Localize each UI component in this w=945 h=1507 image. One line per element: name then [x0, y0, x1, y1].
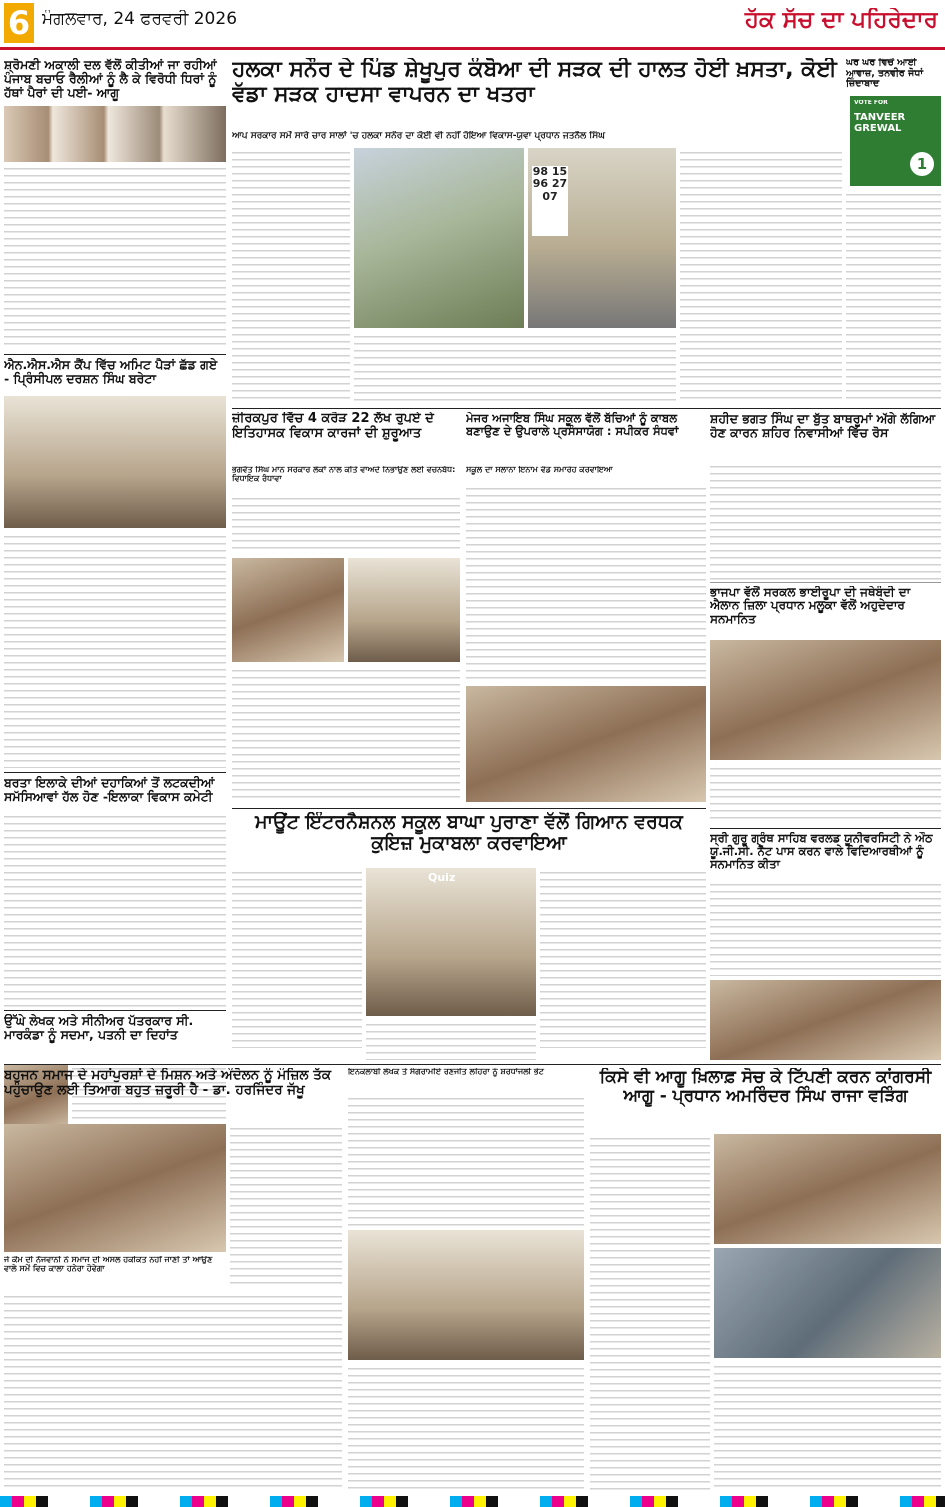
- tanveer-ad: [850, 96, 941, 186]
- zirakpur-kicker: ਭਗਵੰਤ ਸਿੰਘ ਮਾਨ ਸਰਕਾਰ ਲੋਕਾਂ ਨਾਲ ਕੀਤੇ ਵਾਅਦੇ ਨਿਭਾਉਣ ਲਈ ਵਚਨਬੱਧ: ਵਿਧਾਇਕ ਰੰਧਾਵਾ: [232, 466, 456, 483]
- quiz-photo: [366, 868, 536, 1016]
- congress-photo-2: [714, 1248, 941, 1358]
- inauguration-photo-1: [232, 558, 344, 662]
- bahujan-photo: [4, 1124, 226, 1252]
- divider: [710, 582, 941, 583]
- page-number: 6: [7, 4, 31, 42]
- mount-body-3: [366, 1020, 536, 1060]
- ad-ballot-number: 1: [910, 152, 934, 176]
- raja-body-cont: [714, 1362, 941, 1492]
- divider: [232, 408, 941, 409]
- ranjit-headline: ਇਨਕਲਾਬੀ ਲੇਖਕ ਤੇ ਸੰਗਰਾਮੀਏ ਰਣਜੀਤ ਲਹਿਰਾ ਨੂੰ ਸ਼ਰਧਾਂਜਲੀ ਭੇਟ: [348, 1068, 544, 1076]
- zirakpur-body-cont: [232, 666, 460, 802]
- sanour-body-right: [680, 148, 842, 404]
- bhaipur-headline: ਭਾਜਪਾ ਵੱਲੋਂ ਸਰਕਲ ਭਾਈਰੂਪਾ ਦੀ ਜਥੇਬੰਦੀ ਦਾ ਐਲਾਨ ਜ਼ਿਲਾ ਪ੍ਰਧਾਨ ਮਲੂਕਾ ਵੱਲੋਂ ਅਹੁਦੇਦਾਰ ਸਨਮਾਨਿਤ: [710, 586, 911, 626]
- markanda-headline: ਉੱਘੇ ਲੇਖਕ ਅਤੇ ਸੀਨੀਅਰ ਪੱਤਰਕਾਰ ਸੀ. ਮਾਰਕੰਡਾ ਨੂੰ ਸਦਮਾ, ਪਤਨੀ ਦਾ ਦਿਹਾਂਤ: [4, 1014, 194, 1042]
- shaheed-headline: ਸ਼ਹੀਦ ਭਗਤ ਸਿੰਘ ਦਾ ਬੁੱਤ ਬਾਥਰੂਮਾਂ ਅੱਗੇ ਲੱਗਿਆ ਹੋਣ ਕਾਰਨ ਸ਼ਹਿਰ ਨਿਵਾਸੀਆਂ ਵਿੱਚ ਰੋਸ: [710, 412, 936, 440]
- quiz-board-text: Quiz: [428, 872, 456, 884]
- bartan-headline: ਬਰਤਾ ਇਲਾਕੇ ਦੀਆਂ ਦਹਾਕਿਆਂ ਤੋਂ ਲਟਕਦੀਆਂ ਸਮੱਸਿਆਵਾਂ ਹੱਲ ਹੋਣ -ਇਲਾਕਾ ਵਿਕਾਸ ਕਮੇਟੀ: [4, 776, 215, 804]
- divider: [4, 1064, 941, 1065]
- bjp-group-photo: [710, 640, 941, 760]
- raja-headline: ਕਿਸੇ ਵੀ ਆਗੂ ਖ਼ਿਲਾਫ਼ ਸੋਚ ਕੇ ਟਿੱਪਣੀ ਕਰਨ ਕਾਂਗਰਸੀ ਆਗੂ - ਪ੍ਰਧਾਨ ਅਮਰਿੰਦਰ ਸਿੰਘ ਰਾਜਾ ਵੜਿੰਗ: [599, 1068, 932, 1107]
- bahujan-body-side: [230, 1124, 342, 1288]
- guru-body: [710, 880, 941, 976]
- ajaib-body: [466, 484, 706, 682]
- ajaib-kicker: ਸਕੂਲ ਦਾ ਸਲਾਨਾ ਇਨਾਮ ਵੰਡ ਸਮਾਰੋਹ ਕਰਵਾਇਆ: [466, 466, 613, 474]
- ad-tag: VOTE FOR: [854, 100, 888, 106]
- nss-photo: [4, 396, 226, 528]
- road-photo: [354, 148, 524, 328]
- bahujan-headline: ਬਹੁਜਨ ਸਮਾਜ ਦੇ ਮਹਾਂਪੁਰਸ਼ਾਂ ਦੇ ਮਿਸ਼ਨ ਅਤੇ ਅੰਦੋਲਨ ਨੂੰ ਮੰਜ਼ਿਲ ਤੱਕ ਪਹੁੰਚਾਉਣ ਲਈ ਤਿਆਗ ਬਹੁਤ ਜ਼ਰੂਰੀ ਹੈ - ਡਾ. ਹਰਜਿੰਦਰ ਜੱਖੂ: [4, 1068, 332, 1099]
- divider: [4, 354, 226, 355]
- zirakpur-headline: ਜ਼ੀਰਕਪੁਰ ਵਿੱਚ 4 ਕਰੋੜ 22 ਲੱਖ ਰੁਪਏ ਦੇ ਇਤਿਹਾਸਕ ਵਿਕਾਸ ਕਾਰਜਾਂ ਦੀ ਸ਼ੁਰੂਆਤ: [232, 412, 434, 441]
- sanour-kicker: ਆਪ ਸਰਕਾਰ ਸਮੇਂ ਸਾਰੇ ਚਾਰ ਸਾਲਾਂ 'ਚ ਹਲਕਾ ਸਨੌਰ ਦਾ ਕੋਈ ਵੀ ਨਹੀਂ ਹੋਇਆ ਵਿਕਾਸ-ਯੁਵਾ ਪ੍ਰਧਾਨ ਜਤਨੈਲ ਸਿੰਘ: [232, 131, 605, 141]
- page-number-box: [4, 3, 34, 43]
- inauguration-photo-2: [348, 558, 460, 662]
- raja-body: [590, 1134, 710, 1492]
- school-function-photo: [466, 686, 706, 802]
- masthead-rule: [0, 47, 945, 50]
- akali-body: [4, 164, 226, 350]
- masthead: [0, 0, 945, 52]
- color-registration-bar: [0, 1496, 945, 1507]
- ad-name: TANVEER GREWAL: [854, 112, 906, 135]
- nss-headline: ਐਨ.ਐਸ.ਐਸ ਕੈਂਪ ਵਿੱਚ ਅਮਿਟ ਪੈੜਾਂ ਛੱਡ ਗਏ - ਪ੍ਰਿੰਸੀਪਲ ਦਰਸ਼ਨ ਸਿੰਘ ਬਰੇਟਾ: [4, 358, 218, 386]
- wall-numbers: 98 15 96 27 07: [532, 166, 568, 236]
- bartan-body: [4, 812, 226, 1008]
- tribute-photo: [348, 1230, 584, 1360]
- mount-headline: ਮਾਊਂਟ ਇੰਟਰਨੈਸ਼ਨਲ ਸਕੂਲ ਬਾਘਾ ਪੁਰਾਣਾ ਵੱਲੋਂ ਗਿਆਨ ਵਰਧਕ ਕੁਇਜ਼ ਮੁਕਾਬਲਾ ਕਰਵਾਇਆ: [255, 812, 683, 855]
- ranjit-body: [348, 1094, 584, 1226]
- congress-photo-1: [714, 1134, 941, 1244]
- issue-date: ਮੰਗਲਵਾਰ, 24 ਫਰਵਰੀ 2026: [42, 10, 238, 29]
- divider: [4, 1010, 226, 1011]
- ajaib-headline: ਮੇਜਰ ਅਜਾਇਬ ਸਿੰਘ ਸਕੂਲ ਵੱਲੋਂ ਬੱਚਿਆਂ ਨੂੰ ਕਾਬਲ ਬਣਾਉਣ ਦੇ ਉਪਰਾਲੇ ਪ੍ਰਸੰਸਾਯੋਗ : ਸਪੀਕਰ ਸੰਧਵਾਂ: [466, 412, 679, 438]
- divider: [710, 828, 941, 829]
- sanour-body-cont: [354, 332, 676, 404]
- tanveer-headline: ਘਰ ਘਰ ਵਿਚੋਂ ਆਈ ਆਵਾਜ਼, ਤਨਵੀਰ ਜੋਧਾਂ ਜ਼ਿੰਦਾਬਾਦ: [846, 58, 924, 90]
- bahujan-kicker: ਜੇ ਕੌਮ ਦੀ ਨੌਜਵਾਨੀ ਨੇ ਸਮਾਜ ਦੀ ਅਸਲ ਹਕੀਕਤ ਨਹੀਂ ਜਾਣੀ ਤਾਂ ਆਉਣ ਵਾਲੇ ਸਮੇਂ ਵਿਚ ਕਾਲਾ ਹਨੇਰਾ ਹੋਵੇਗਾ: [4, 1256, 213, 1273]
- divider: [232, 808, 706, 809]
- sanour-headline: ਹਲਕਾ ਸਨੌਰ ਦੇ ਪਿੰਡ ਸ਼ੇਖੂਪੁਰ ਕੰਬੋਆ ਦੀ ਸੜਕ ਦੀ ਹਾਲਤ ਹੋਈ ਖ਼ਸਤਾ, ਕੋਈ ਵੱਡਾ ਸੜਕ ਹਾਦਸਾ ਵਾਪਰਨ ਦਾ ਖਤਰਾ: [232, 58, 837, 107]
- tanveer-body: [846, 190, 941, 404]
- leaders-photo-strip: [4, 106, 226, 162]
- ranjit-body-cont: [348, 1364, 584, 1492]
- paper-name: ਹੱਕ ਸੱਚ ਦਾ ਪਹਿਰੇਦਾਰ: [744, 8, 938, 33]
- bhaipur-body: [710, 764, 941, 824]
- mount-body-1: [232, 868, 362, 1048]
- shaheed-body: [710, 462, 941, 580]
- village-wall-photo: [528, 148, 676, 328]
- sanour-body: [232, 148, 350, 404]
- students-photo: [710, 980, 941, 1060]
- akali-headline: ਸ਼੍ਰੋਮਣੀ ਅਕਾਲੀ ਦਲ ਵੱਲੋਂ ਕੀਤੀਆਂ ਜਾ ਰਹੀਆਂ ਪੰਜਾਬ ਬਚਾਓ ਰੈਲੀਆਂ ਨੂੰ ਲੈ ਕੇ ਵਿਰੋਧੀ ਧਿਰਾਂ ਨੂੰ ਹੱਥਾਂ ਪੈਰਾਂ ਦੀ ਪਈ- ਆਗੂ: [4, 58, 217, 100]
- mount-body-2: [540, 868, 706, 1048]
- guru-headline: ਸ੍ਰੀ ਗੁਰੂ ਗ੍ਰੰਥ ਸਾਹਿਬ ਵਰਲਡ ਯੂਨੀਵਰਸਿਟੀ ਨੇ ਔਠ ਯੂ.ਜੀ.ਸੀ. ਨੈੱਟ ਪਾਸ ਕਰਨ ਵਾਲੇ ਵਿਦਿਆਰਥੀਆਂ ਨੂੰ ਸਨਮਾਨਿਤ ਕੀਤਾ: [710, 832, 933, 871]
- zirakpur-body: [232, 494, 460, 554]
- bahujan-body: [4, 1292, 342, 1492]
- divider: [4, 772, 226, 773]
- nss-body: [4, 532, 226, 768]
